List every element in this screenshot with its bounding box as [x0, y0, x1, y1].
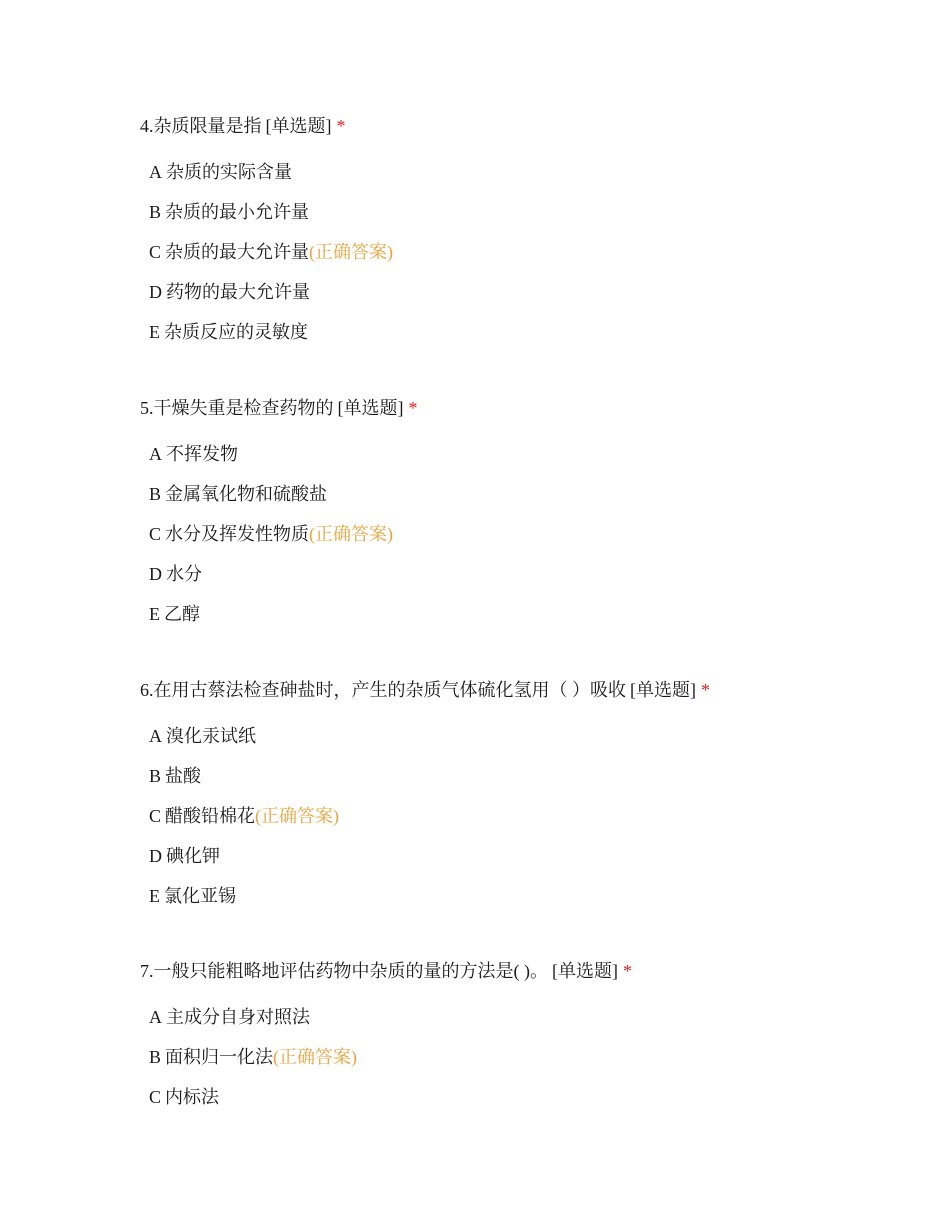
question-type-tag: [单选题]: [552, 961, 618, 981]
option-list: [140, 443, 900, 625]
option-e: E 乙醇: [149, 604, 200, 624]
option-a: A 杂质的实际含量: [149, 162, 292, 182]
option-c: C 醋酸铅棉花(正确答案): [149, 806, 340, 826]
option-a: A 主成分自身对照法: [149, 1007, 310, 1027]
option-b: B 杂质的最小允许量: [149, 202, 310, 222]
option-a: A 溴化汞试纸: [149, 726, 256, 746]
option-d: D 药物的最大允许量: [149, 282, 310, 302]
option-d: D 水分: [149, 564, 202, 584]
option-c: C 内标法: [149, 1087, 220, 1107]
option-d: D 碘化钾: [149, 846, 220, 866]
correct-answer-label: (正确答案): [309, 242, 394, 262]
required-marker: *: [701, 680, 710, 700]
question-title: [140, 397, 900, 419]
question-text: 4.杂质限量是指: [140, 116, 262, 136]
question-type-tag: [单选题]: [265, 116, 332, 136]
option-b: B 盐酸: [149, 766, 202, 786]
option-b: B 金属氧化物和硫酸盐: [149, 484, 328, 504]
question-7: [140, 960, 900, 1126]
question-4: [140, 115, 900, 361]
option-c: C 杂质的最大允许量(正确答案): [149, 242, 394, 262]
question-type-tag: [单选题]: [630, 680, 696, 700]
question-text: 5.干燥失重是检查药物的: [140, 398, 334, 418]
question-title: [140, 679, 900, 701]
question-6: [140, 679, 900, 925]
option-a: A 不挥发物: [149, 444, 238, 464]
required-marker: *: [408, 398, 418, 418]
option-b: B 面积归一化法(正确答案): [149, 1047, 358, 1067]
question-title: [140, 115, 900, 137]
question-type-tag: [单选题]: [337, 398, 404, 418]
option-list: [140, 161, 900, 343]
question-title: [140, 960, 900, 982]
option-e: E 氯化亚锡: [149, 886, 236, 906]
question-text: 6.在用古蔡法检查砷盐时，产生的杂质气体硫化氢用（ ）吸收: [140, 680, 626, 700]
question-5: [140, 397, 900, 643]
correct-answer-label: (正确答案): [309, 524, 394, 544]
required-marker: *: [336, 116, 346, 136]
correct-answer-label: (正确答案): [273, 1047, 358, 1067]
option-c: C 水分及挥发性物质(正确答案): [149, 524, 394, 544]
question-text: 7.一般只能粗略地评估药物中杂质的量的方法是( )。: [140, 961, 548, 981]
option-list: [140, 1006, 900, 1108]
option-e: E 杂质反应的灵敏度: [149, 322, 308, 342]
required-marker: *: [623, 961, 632, 981]
correct-answer-label: (正确答案): [255, 806, 340, 826]
option-list: [140, 725, 900, 907]
